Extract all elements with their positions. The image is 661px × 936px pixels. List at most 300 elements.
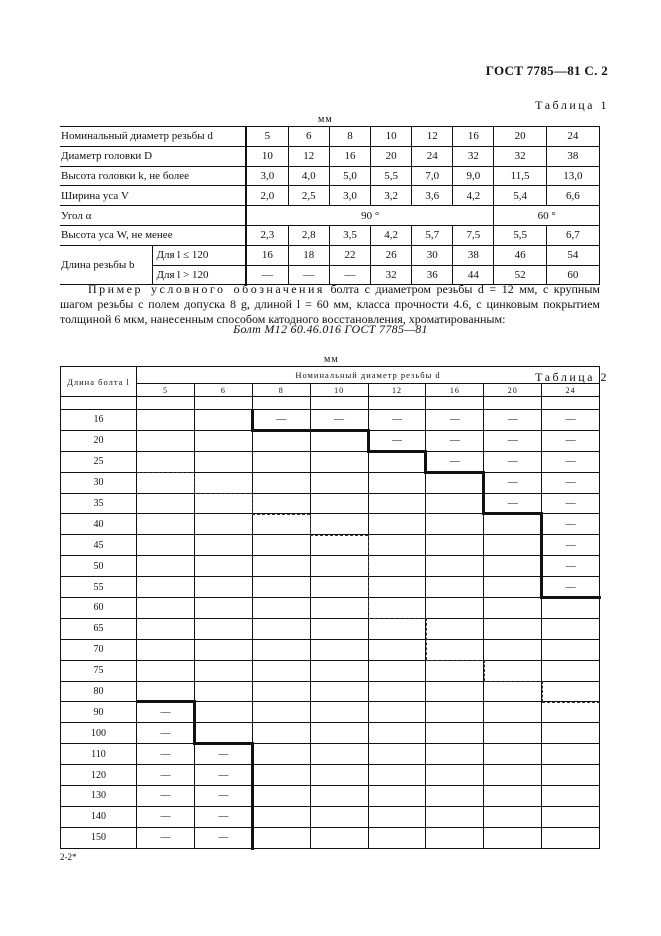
table2-cell — [252, 765, 310, 786]
table1-cell: 5,0 — [329, 166, 370, 186]
length-cell: 16 — [61, 410, 137, 431]
table2-cell — [137, 451, 195, 472]
table-row — [61, 472, 600, 493]
table1-cell: 3,6 — [412, 186, 453, 206]
table1-cell: 20 — [371, 146, 412, 166]
table2-cell: — — [542, 577, 600, 598]
table2-cell — [137, 598, 195, 619]
diameter-header: 10 — [310, 384, 368, 397]
diameter-header: 24 — [542, 384, 600, 397]
table1-cell: 24 — [546, 127, 599, 147]
table1-cell: 90 ° — [246, 206, 494, 226]
table2-cell: — — [542, 451, 600, 472]
table1-cell: 16 — [329, 146, 370, 166]
table2-cell — [252, 723, 310, 744]
table2-cell — [252, 681, 310, 702]
table2-cell — [194, 472, 252, 493]
table2-cell — [137, 493, 195, 514]
table2-cell — [542, 598, 600, 619]
thread-length-condition: Для l > 120 — [152, 265, 246, 285]
table1-cell: — — [246, 265, 288, 285]
table1-cell: 60 — [546, 265, 599, 285]
table2-cell — [484, 765, 542, 786]
table2-cell — [426, 639, 484, 660]
table2-cell: — — [137, 723, 195, 744]
boundary-line — [194, 742, 253, 745]
table1-cell: 7,0 — [412, 166, 453, 186]
table2-cell — [426, 577, 484, 598]
table2-cell — [252, 660, 310, 681]
table2-cell — [484, 806, 542, 827]
boundary-line — [252, 429, 311, 432]
spacer-cell — [368, 397, 426, 410]
table2-cell — [137, 430, 195, 451]
length-cell: 75 — [61, 660, 137, 681]
table1-cell: 60 ° — [494, 206, 600, 226]
table2-cell: — — [542, 493, 600, 514]
table2-cell — [310, 806, 368, 827]
table1-cell: 5,5 — [494, 225, 546, 245]
table2-cell — [484, 556, 542, 577]
table2-cell — [484, 618, 542, 639]
table1-cell: 10 — [246, 146, 288, 166]
table-row — [61, 744, 600, 765]
dashed-boundary-line — [194, 493, 252, 494]
table1-cell: 24 — [412, 146, 453, 166]
table2-cell — [252, 744, 310, 765]
table2-cell: — — [368, 430, 426, 451]
table2-cell — [368, 660, 426, 681]
dashed-boundary-line — [426, 618, 427, 660]
table2-cell — [484, 827, 542, 848]
dashed-boundary-line — [310, 514, 311, 535]
table1-cell: 32 — [453, 146, 494, 166]
length-cell: 90 — [61, 702, 137, 723]
table1-row — [60, 146, 600, 166]
table2-cell — [310, 598, 368, 619]
table2-cell — [137, 472, 195, 493]
table1-caption: Таблица 1 — [535, 98, 609, 112]
table1-row — [60, 186, 600, 206]
table2-cell — [426, 765, 484, 786]
spacer-cell — [194, 397, 252, 410]
table1-row-label: Высота уса W, не менее — [60, 225, 246, 245]
table2-cell — [194, 618, 252, 639]
table1-cell: 38 — [453, 245, 494, 265]
thread-length-condition: Для l ≤ 120 — [152, 245, 246, 265]
spacer-cell — [484, 397, 542, 410]
table1-row-label: Ширина уса V — [60, 186, 246, 206]
diameter-header: 12 — [368, 384, 426, 397]
table2-cell — [426, 535, 484, 556]
table2-cell — [484, 660, 542, 681]
table1-cell: 4,2 — [453, 186, 494, 206]
spacer-cell — [310, 397, 368, 410]
page-footer: 2-2* — [60, 852, 77, 862]
table2-cell — [542, 806, 600, 827]
length-cell: 140 — [61, 806, 137, 827]
table-row — [61, 535, 600, 556]
table1-cell: 52 — [494, 265, 546, 285]
boundary-line — [484, 512, 543, 515]
table2-cell — [542, 744, 600, 765]
length-cell: 40 — [61, 514, 137, 535]
table2-cell — [137, 577, 195, 598]
table2-cell: — — [542, 556, 600, 577]
table2-cell — [368, 577, 426, 598]
table1-cell: 46 — [494, 245, 546, 265]
table2-cell — [252, 514, 310, 535]
spacer-cell — [137, 397, 195, 410]
table-row — [61, 806, 600, 827]
table2-cell — [368, 806, 426, 827]
dashed-boundary-line — [368, 535, 369, 619]
table2-header-row — [61, 384, 600, 397]
table2-cell — [194, 451, 252, 472]
length-cell: 80 — [61, 681, 137, 702]
table-row — [61, 639, 600, 660]
table1-cell: 10 — [371, 127, 412, 147]
boundary-line — [426, 471, 485, 474]
table2-cell: — — [542, 535, 600, 556]
length-cell: 100 — [61, 723, 137, 744]
table2-cell — [368, 598, 426, 619]
table2-cell — [137, 618, 195, 639]
table2-cell — [484, 786, 542, 807]
table1-cell: 5,5 — [371, 166, 412, 186]
table2-cell — [426, 660, 484, 681]
length-header: Длина болта l — [61, 367, 137, 397]
table-row — [61, 493, 600, 514]
table2-cell: — — [484, 410, 542, 431]
table2-cell — [137, 660, 195, 681]
table2-spacer-row — [61, 397, 600, 410]
table-row — [61, 577, 600, 598]
table-row — [61, 451, 600, 472]
table2-cell — [252, 577, 310, 598]
dashed-boundary-line — [484, 660, 485, 681]
diameter-header: 5 — [137, 384, 195, 397]
table-row — [61, 765, 600, 786]
table2-cell — [310, 451, 368, 472]
diameter-header: 16 — [426, 384, 484, 397]
table2-cell — [310, 430, 368, 451]
table2-cell — [137, 639, 195, 660]
table2-cell: — — [484, 472, 542, 493]
boundary-line — [137, 700, 196, 703]
length-cell: 25 — [61, 451, 137, 472]
table1-cell: 5,4 — [494, 186, 546, 206]
table2-cell: — — [137, 827, 195, 848]
length-cell: 20 — [61, 430, 137, 451]
table1-cell: 16 — [246, 245, 288, 265]
table1-cell: 2,5 — [288, 186, 329, 206]
length-cell: 35 — [61, 493, 137, 514]
length-cell: 30 — [61, 472, 137, 493]
table1-row — [60, 127, 600, 147]
table1-row — [60, 225, 600, 245]
boundary-line — [368, 450, 427, 453]
dashed-boundary-line — [310, 535, 368, 536]
table2-cell: — — [137, 786, 195, 807]
dashed-boundary-line — [426, 660, 484, 661]
table2-cell: — — [252, 410, 310, 431]
table2-cell: — — [137, 744, 195, 765]
table2-cell — [194, 702, 252, 723]
table1-cell: 7,5 — [453, 225, 494, 245]
table1-row — [60, 245, 600, 265]
table2-cell — [542, 827, 600, 848]
table1-cell: 5 — [246, 127, 288, 147]
spacer-cell — [426, 397, 484, 410]
table2-cell — [484, 535, 542, 556]
length-cell: 120 — [61, 765, 137, 786]
table2-cell — [368, 786, 426, 807]
dashed-boundary-line — [252, 493, 253, 514]
table1-cell: 20 — [494, 127, 546, 147]
table2-cell: — — [194, 765, 252, 786]
table2-cell — [368, 702, 426, 723]
table2-cell — [137, 514, 195, 535]
table1-cell: — — [288, 265, 329, 285]
table2-cell — [426, 827, 484, 848]
boundary-line — [193, 702, 196, 745]
table1-row-label: Номинальный диаметр резьбы d — [60, 127, 246, 147]
table2-cell — [368, 556, 426, 577]
table2-cell: — — [426, 410, 484, 431]
table2-cell — [542, 681, 600, 702]
table2-cell — [194, 556, 252, 577]
table1-cell: 2,8 — [288, 225, 329, 245]
table2-cell — [252, 806, 310, 827]
table2-cell: — — [137, 806, 195, 827]
table2-cell — [252, 535, 310, 556]
table2-cell — [484, 723, 542, 744]
table-row — [61, 410, 600, 431]
length-cell: 50 — [61, 556, 137, 577]
length-cell: 45 — [61, 535, 137, 556]
table2-cell — [426, 598, 484, 619]
table1-cell: 54 — [546, 245, 599, 265]
table2-cell: — — [194, 806, 252, 827]
table-row — [61, 681, 600, 702]
dashed-boundary-line — [542, 681, 543, 702]
boundary-line — [542, 596, 601, 599]
table1-cell: 44 — [453, 265, 494, 285]
table2-cell — [252, 618, 310, 639]
table1-cell: 3,5 — [329, 225, 370, 245]
table2-cell — [426, 786, 484, 807]
table2-cell — [310, 493, 368, 514]
table2-cell — [194, 639, 252, 660]
table2-cell: — — [137, 702, 195, 723]
table2-cell: — — [542, 514, 600, 535]
table2-caption: Таблица 2 — [535, 370, 609, 384]
table1-cell: 22 — [329, 245, 370, 265]
diameter-group-header: Номинальный диаметр резьбы d — [137, 367, 600, 384]
length-cell: 55 — [61, 577, 137, 598]
table1-cell: 4,0 — [288, 166, 329, 186]
table1-cell: 9,0 — [453, 166, 494, 186]
table2-cell: — — [542, 430, 600, 451]
table1-row-label: Угол α — [60, 206, 246, 226]
table2-cell — [426, 744, 484, 765]
table2-cell — [484, 514, 542, 535]
table2-cell — [368, 827, 426, 848]
table2-cell: — — [194, 786, 252, 807]
dashed-boundary-line — [542, 702, 600, 703]
table2-cell — [542, 723, 600, 744]
table2-header-row — [61, 367, 600, 384]
table2-cell — [252, 639, 310, 660]
boundary-line — [540, 514, 543, 599]
table2-cell — [368, 618, 426, 639]
page-header: ГОСТ 7785—81 С. 2 — [485, 63, 608, 78]
table2-cell — [310, 577, 368, 598]
table-row — [61, 702, 600, 723]
spacer-cell — [61, 397, 137, 410]
thread-length-label: Длина резьбы b — [60, 245, 152, 285]
example-paragraph — [60, 282, 600, 327]
table2-cell — [252, 472, 310, 493]
table2-cell — [484, 577, 542, 598]
length-cell: 110 — [61, 744, 137, 765]
table2-cell — [484, 639, 542, 660]
dashed-boundary-line — [484, 681, 542, 682]
table2-cell — [310, 660, 368, 681]
diameter-header: 20 — [484, 384, 542, 397]
example-text: болта с диаметром резьбы d = 12 мм, с крупным шагом резьбы с полем допуска 8 g, длиной l = 60 мм, класса прочности 4.6, с цинковым покрытием толщиной 6 мкм, нанесенным способом катодного восстановления, хроматированным: — [60, 282, 600, 326]
table1-cell: 30 — [412, 245, 453, 265]
table1-cell: — — [329, 265, 370, 285]
table2-cell: — — [310, 410, 368, 431]
table-row — [61, 618, 600, 639]
table2-cell — [310, 535, 368, 556]
length-cell: 70 — [61, 639, 137, 660]
table2-cell — [252, 702, 310, 723]
table1-cell: 18 — [288, 245, 329, 265]
table2-cell — [137, 410, 195, 431]
table2-cell: — — [542, 472, 600, 493]
table1-row-label: Высота головки k, не более — [60, 166, 246, 186]
table2-cell — [310, 744, 368, 765]
table-row — [61, 598, 600, 619]
table2-cell — [368, 493, 426, 514]
table-row — [61, 827, 600, 848]
table2-cell — [368, 535, 426, 556]
table2-cell — [542, 786, 600, 807]
table2-cell — [368, 514, 426, 535]
table2-cell: — — [484, 493, 542, 514]
table-row — [61, 430, 600, 451]
table2-cell — [484, 681, 542, 702]
table2-cell — [426, 702, 484, 723]
table2-cell — [542, 702, 600, 723]
table2 — [60, 366, 600, 852]
table2-cell — [310, 681, 368, 702]
table1-cell: 12 — [412, 127, 453, 147]
table2-cell — [310, 639, 368, 660]
spacer-cell — [542, 397, 600, 410]
spacer-cell — [252, 397, 310, 410]
table2-cell — [252, 556, 310, 577]
table2-cell — [252, 598, 310, 619]
table1-cell: 6,7 — [546, 225, 599, 245]
table2-cell — [252, 827, 310, 848]
table2-cell — [542, 765, 600, 786]
dashed-boundary-line — [368, 618, 426, 619]
table2-cell — [542, 618, 600, 639]
table2-cell — [137, 681, 195, 702]
table2-cell — [310, 618, 368, 639]
table2-cell — [368, 681, 426, 702]
table2-cell — [252, 493, 310, 514]
table1-cell: 3,2 — [371, 186, 412, 206]
table2-unit: мм — [324, 354, 339, 365]
table2-cell — [426, 493, 484, 514]
table2-cell — [368, 765, 426, 786]
length-cell: 150 — [61, 827, 137, 848]
diameter-header: 6 — [194, 384, 252, 397]
table2-cell — [484, 702, 542, 723]
boundary-line — [310, 429, 369, 432]
table1-row — [60, 166, 600, 186]
table2-cell — [426, 806, 484, 827]
table2-cell — [310, 472, 368, 493]
table2-cell — [310, 556, 368, 577]
table-row — [61, 786, 600, 807]
table2-cell — [368, 723, 426, 744]
table1-cell: 6,6 — [546, 186, 599, 206]
length-cell: 60 — [61, 598, 137, 619]
table1-cell: 8 — [329, 127, 370, 147]
table2-cell — [194, 598, 252, 619]
table2-cell — [194, 493, 252, 514]
table2-cell — [426, 681, 484, 702]
table2-cell — [484, 598, 542, 619]
table2-cell: — — [368, 410, 426, 431]
table-row — [61, 514, 600, 535]
table1-cell: 2,0 — [246, 186, 288, 206]
table2-cell: — — [542, 410, 600, 431]
table2-cell — [194, 681, 252, 702]
table2-cell — [194, 577, 252, 598]
table2-cell — [484, 744, 542, 765]
table-row — [61, 556, 600, 577]
table1-cell: 5,7 — [412, 225, 453, 245]
table-row — [61, 660, 600, 681]
dashed-boundary-line — [194, 472, 195, 493]
table2-cell: — — [484, 430, 542, 451]
table2-cell — [310, 827, 368, 848]
table2-cell — [368, 451, 426, 472]
table2-cell — [252, 786, 310, 807]
table2-cell — [252, 430, 310, 451]
table1-cell: 4,2 — [371, 225, 412, 245]
table1-cell: 11,5 — [494, 166, 546, 186]
table1-unit: мм — [318, 114, 333, 125]
table-row — [61, 723, 600, 744]
table2-cell — [194, 660, 252, 681]
table2-cell — [542, 639, 600, 660]
table1-row-label: Диаметр головки D — [60, 146, 246, 166]
table2-cell — [368, 744, 426, 765]
table2-cell — [368, 639, 426, 660]
table1-cell: 38 — [546, 146, 599, 166]
designation-example: Болт М12 60.46.016 ГОСТ 7785—81 — [233, 322, 428, 336]
dashed-boundary-line — [252, 514, 310, 515]
table2-cell: — — [484, 451, 542, 472]
